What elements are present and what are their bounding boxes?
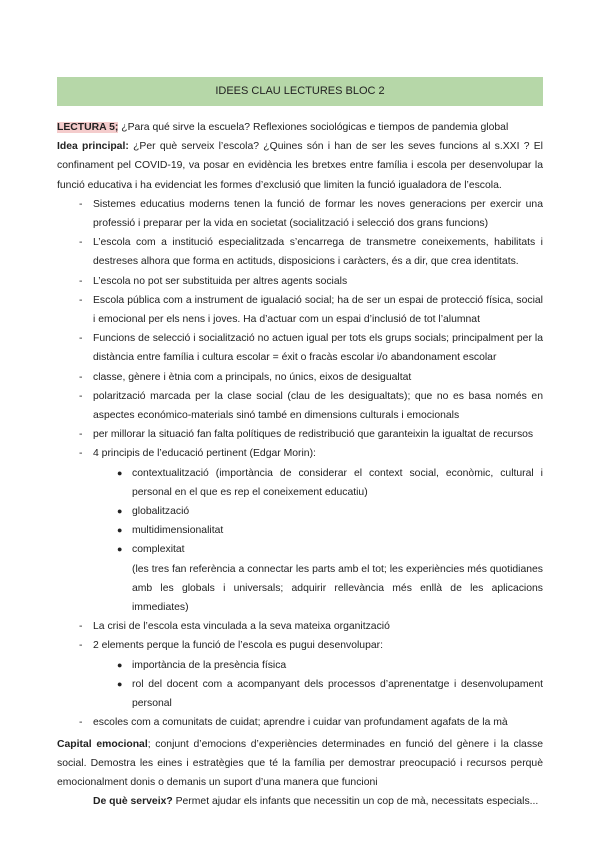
list-item: - escoles com a comunitats de cuidat; aprendre i cuidar van profundament agafats de la mà xyxy=(79,717,508,729)
list-item: - L’escola com a institució especialitzada s’encarrega de transmetre coneixements, habilitats i destreses alhora que forma en actituds, disposicions i caràcters, és a dir, que crea identitats. xyxy=(79,237,543,268)
document-page xyxy=(57,77,543,811)
list-item: - L’escola no pot ser substituida per altres agents socials xyxy=(79,275,348,287)
idea-text: ¿Per què serveix l’escola? ¿Quines són i han de ser les seves funcions al s.XXI ? El confinament pel COVID-19, va posar en evidència les bretxes entre família i escola per desenvolupar la funció educativa i ha evidenciat les formes d’exclusió que limiten la funció igualadora de l’escola. xyxy=(57,141,543,191)
capital-emocional xyxy=(57,735,543,793)
document-title: IDEES CLAU LECTURES BLOC 2 xyxy=(57,77,543,106)
serveix-label: De què serveix? xyxy=(93,796,173,808)
sub-list-item: ● globalització xyxy=(117,506,190,518)
sub-list-item: ● rol del docent com a acompanyant dels processos d’aprenentatge i desenvolupament personal xyxy=(117,678,543,710)
lectura-label: LECTURA 5; xyxy=(57,122,119,133)
sub-list-item: ● importància de la presència física xyxy=(117,659,287,671)
elements-list xyxy=(57,656,543,714)
idea-label: Idea principal: xyxy=(57,141,129,153)
list-item: - Funcions de selecció i socialització no actuen igual per tots els grups socials; principalment per la distància entre família i cultura escolar = éxit o fracàs escolar i/o abandonament escolar xyxy=(79,333,543,364)
capital-label: Capital emocional xyxy=(57,738,148,750)
bullet-list-2 xyxy=(57,617,543,655)
sub-list-item: ● contextualització (importància de considerar el context social, econòmic, cultural i personal en el que es rep el coneixement educatiu) xyxy=(117,467,543,498)
capital-text: ; conjunt d’emocions d’experiències determinades en funció del gènere i la classe social. Demostra les eines i estratègies que té la família per demostrar preocupació i recursos perquè emocionalment donis o demanis un suport d’una manera que funcioni xyxy=(57,738,543,788)
list-item: - polarització marcada per la clase social (clau de les desigualtats); que no es basa només en aspectes económico-materials sinó també en dimensions culturals i emocionals xyxy=(79,390,543,422)
list-item: - Sistemes educatius moderns tenen la funció de formar les noves generacions per exercir una professió i preparar per la vida en societat (socialització i selecció dos grans funcions) xyxy=(79,198,543,230)
bullet-list-1 xyxy=(57,195,543,464)
bullet-list-3 xyxy=(57,713,543,732)
list-item: - La crisi de l’escola esta vinculada a la seva mateixa organització xyxy=(79,621,390,633)
serveix-text: Permet ajudar els infants que necessitin un cop de mà, necessitats especials... xyxy=(172,796,539,808)
idea-principal xyxy=(57,137,543,195)
list-item: - 2 elements perque la funció de l’escola es pugui desenvolupar: xyxy=(79,640,383,652)
list-item: - 4 principis de l’educació pertinent (Edgar Morin): xyxy=(79,448,316,460)
list-item: - Escola pública com a instrument de igualació social; ha de ser un espai de protecció física, social i emocional per els nens i joves. Ha d’actuar com un espai d’inclusió de tot l’alumnat xyxy=(79,294,543,326)
sub-list-item: ● complexitat xyxy=(117,544,185,556)
principis-note: (les tres fan referència a connectar les parts amb el tot; les experiències més quotidianes amb les globals i universals; adquirir rellevància més enllà de les aplicacions immediates) xyxy=(132,563,543,614)
principis-list xyxy=(57,464,543,560)
sub-list-item: ● multidimensionalitat xyxy=(117,525,224,537)
de-que-serveix xyxy=(57,792,543,811)
lectura-heading xyxy=(57,118,543,137)
list-item: - classe, gènere i ètnia com a principals, no únics, eixos de desigualtat xyxy=(79,371,412,383)
list-item: - per millorar la situació fan falta polítiques de redistribució que garanteixin la igualtat de recursos xyxy=(79,429,534,441)
lectura-title: ¿Para qué sirve la escuela? Reflexiones sociológicas e tiempos de pandemia global xyxy=(118,122,509,133)
